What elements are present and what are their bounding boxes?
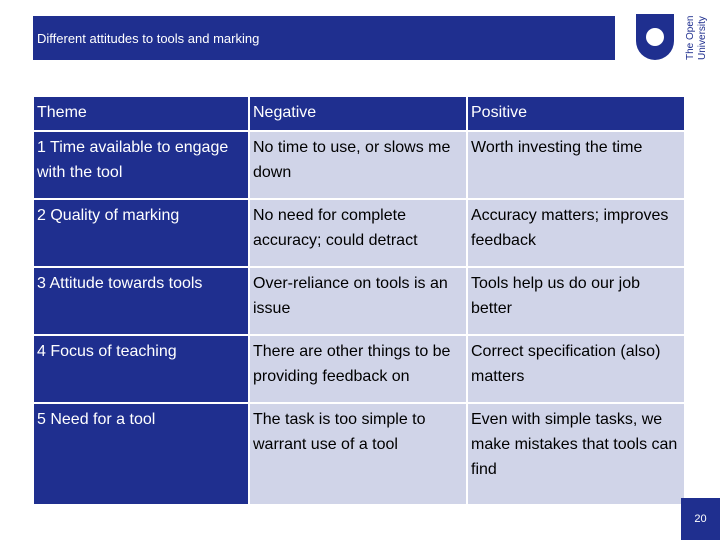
theme-cell: 1 Time available to engage with the tool (33, 131, 249, 199)
open-university-logo (636, 14, 716, 64)
table-row (33, 131, 685, 199)
negative-cell: The task is too simple to warrant use of a tool (249, 403, 467, 505)
positive-cell: Even with simple tasks, we make mistakes that tools can find (467, 403, 685, 505)
table-row (33, 403, 685, 505)
attitudes-table (32, 95, 686, 506)
page-number: 20 (694, 513, 707, 525)
theme-cell: 3 Attitude towards tools (33, 267, 249, 335)
slide-title: Different attitudes to tools and marking (37, 30, 260, 46)
page-number-badge (681, 498, 720, 540)
logo-wordmark (682, 14, 712, 60)
logo-shield-icon (636, 14, 674, 60)
theme-cell: 4 Focus of teaching (33, 335, 249, 403)
theme-cell: 2 Quality of marking (33, 199, 249, 267)
logo-text-line2: University (697, 16, 708, 60)
table-row (33, 199, 685, 267)
column-header-theme: Theme (33, 96, 249, 131)
positive-cell: Correct specification (also) matters (467, 335, 685, 403)
table-row (33, 267, 685, 335)
positive-cell: Accuracy matters; improves feedback (467, 199, 685, 267)
table-row (33, 335, 685, 403)
negative-cell: No time to use, or slows me down (249, 131, 467, 199)
negative-cell: There are other things to be providing feedback on (249, 335, 467, 403)
table-header-row (33, 96, 685, 131)
positive-cell: Worth investing the time (467, 131, 685, 199)
negative-cell: Over-reliance on tools is an issue (249, 267, 467, 335)
column-header-negative: Negative (249, 96, 467, 131)
theme-cell: 5 Need for a tool (33, 403, 249, 505)
logo-text-line1: The Open (685, 15, 696, 60)
positive-cell: Tools help us do our job better (467, 267, 685, 335)
negative-cell: No need for complete accuracy; could detract (249, 199, 467, 267)
column-header-positive: Positive (467, 96, 685, 131)
slide-title-bar (33, 16, 615, 60)
